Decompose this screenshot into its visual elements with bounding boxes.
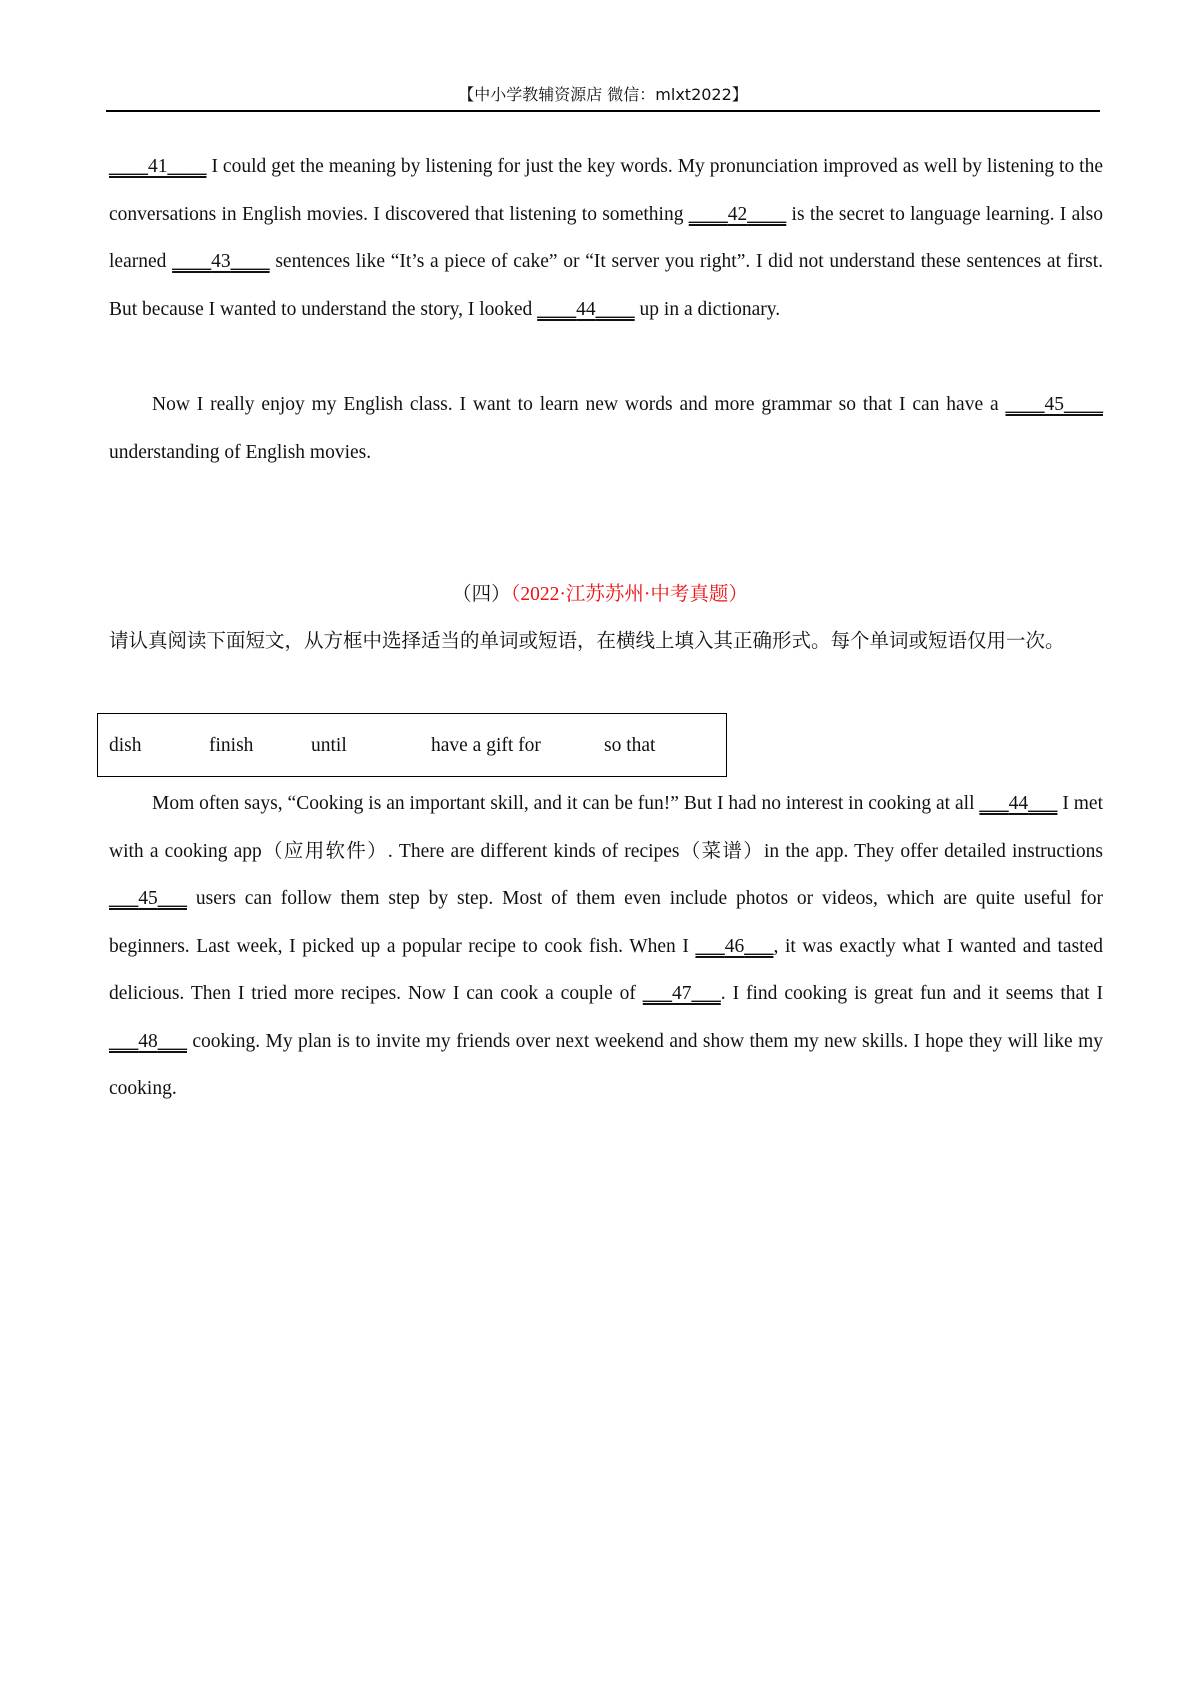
paragraph-part1-1: ____41____ I could get the meaning by listening for just the key words. My pronunciation improved as well by listening to the conversations in English movies. I discovered that listening to something ____42____ is the secret to language learning. I also learned ____43____ sentences like “It’s a piece of cake” or “It server you right”. I did not understand these sentences at first. But because I wanted to understand the story, I looked ____44____ up in a dictionary. (109, 156, 1103, 320)
blank-43[interactable]: ____43____ (172, 251, 270, 272)
blank-44[interactable]: ____44____ (537, 298, 635, 320)
word-option: until (311, 735, 347, 756)
blank-46[interactable]: ___46___ (695, 935, 774, 957)
blank-45[interactable]: ____45____ (1005, 394, 1103, 415)
word-box (97, 713, 727, 777)
word-option: dish (109, 735, 142, 756)
blank-45-b[interactable]: ___45___ (109, 888, 187, 909)
instructions: 请认真阅读下面短文，从方框中选择适当的单词或短语，在横线上填入其正确形式。每个单词或短语仅用一次。 (109, 629, 1065, 652)
blank-44-b[interactable]: ___44___ (979, 793, 1058, 814)
blank-41[interactable]: ____41____ (109, 156, 207, 177)
blank-47[interactable]: ___47___ (642, 983, 721, 1004)
paragraph-part1-2: Now I really enjoy my English class. I want to learn new words and more grammar so that I can have a ____45____ understanding of English movies. (109, 394, 1103, 463)
word-option: have a gift for (431, 735, 541, 756)
word-option: so that (604, 735, 656, 756)
section-label: （四） (452, 584, 511, 605)
section-source: （2022·江苏苏州·中考真题） (510, 584, 748, 605)
paragraph-cooking: Mom often says, “Cooking is an important skill, and it can be fun!” But I had no interest in cooking at all ___44___ I met with a cooking app（应用软件）. There are different kinds of recipes（菜谱）in the app. They offer detailed instructions ___45___ users can follow them step by step. Most of them even include photos or videos, which are quite useful for beginners. Last week, I picked up a popular recipe to cook fish. When I ___46___, it was exactly what I wanted and tasted delicious. Then I tried more recipes. Now I can cook a couple of ___47___. I find cooking is great fun and it seems that I ___48___ cooking. My plan is to invite my friends over next weekend and show them my new skills. I hope they will like my cooking. (109, 793, 1103, 1099)
blank-42[interactable]: ____42____ (688, 203, 787, 225)
page-header: 【中小学教辅资源店 微信：mlxt2022】 (458, 85, 748, 104)
word-option: finish (209, 735, 254, 756)
section-title (0, 578, 1200, 606)
header-divider (106, 110, 1100, 112)
blank-48[interactable]: ___48___ (109, 1030, 187, 1052)
